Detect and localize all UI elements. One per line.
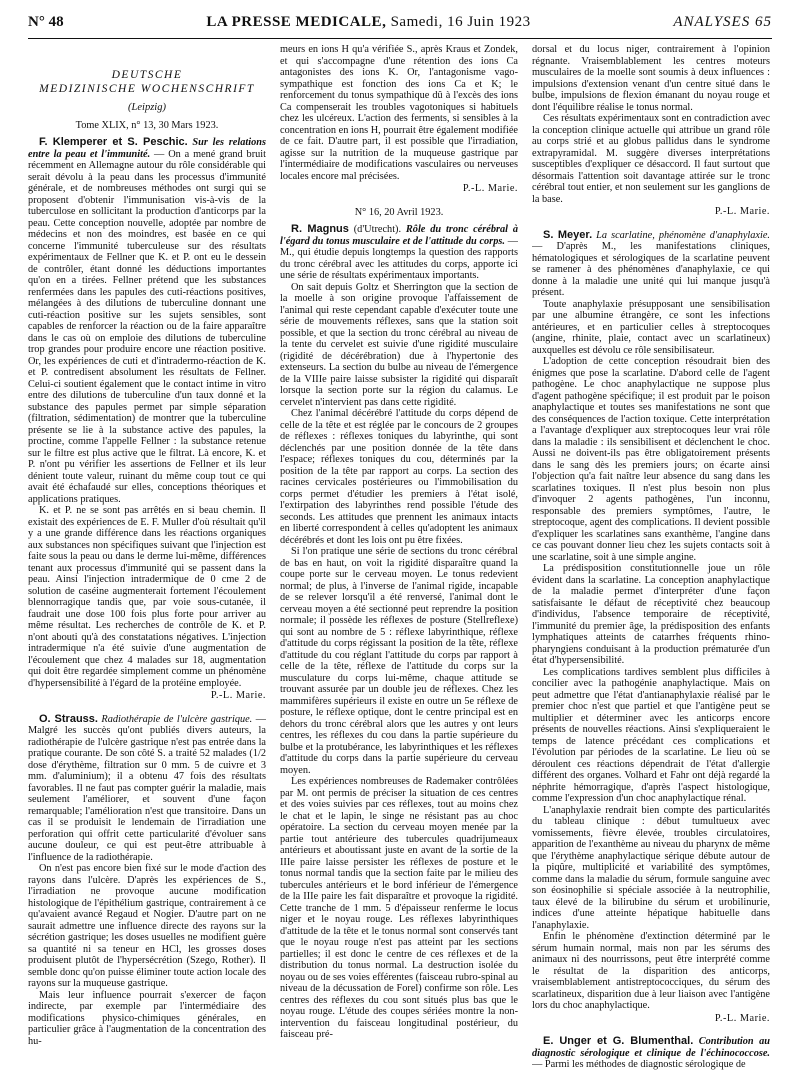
article-paragraph: La prédisposition constitutionnelle joue un rôle évident dans la scarlatine. La conception anaphylactique de la maladie permet d'interpréter d'une façon satisfaisante le défaut de réceptivité chez beaucoup d'individus, l'absence temporaire de réceptivité, l'immunité du premier âge, la prédisposition des enfants lymphatiques atteints de catarrhes fréquents rhino-pharyngiens conduisant à la production prématurée d'un état d'hypersensibilité. [532, 563, 770, 666]
issue-date: Samedi, 16 Juin 1923 [390, 14, 531, 30]
article-paragraph: dorsal et du locus niger, contrairement à l'opinion régnante. Vraisemblablement les centres moteurs musculaires de la moelle sont soumis à deux influences : impulsions d'extension venant d'un centre situé dans le bulbe, impulsions de flexion émanant du noyau rouge et dont l'équilibre réalise le tonus normal. [532, 44, 770, 113]
issue-line: N° 16, 20 Avril 1923. [354, 206, 444, 218]
article-paragraph: Ces résultats expérimentaux sont en contradiction avec la conception clinique actuelle qui attribue un grand rôle au corps strié et au globus pallidus dans le syndrome extrapyramidal. M. suggère diverses interprétations susceptibles d'expliquer ce désaccord. Il faut surtout que désormais l'attention soit davantage attirée sur le tronc cérébral tout entier, et non seulement sur les ganglions de la base. [532, 113, 770, 205]
article-paragraph: On sait depuis Goltz et Sherrington que la section de la moelle à son origine provoque l'affaissement de l'animal qui reste cependant capable d'exécuter toute une série de mouvements réflexes, sans que la station soit possible, et que la section du tronc cérébral au niveau de la tente du cervelet est suivie d'une rigidité musculaire (rigidité de décérébration) due à l'hypertonie des extenseurs. La section du bulbe au niveau de l'émergence de la VIIIe paire laisse subsister la rigidité qui disparaît lorsque la section porte sur la région du calamus. Le cervelet n'intervient pas dans cette rigidité. [280, 281, 518, 408]
column-1 [28, 44, 266, 1074]
journal-heading-line2: MEDIZINISCHE WOCHENSCHRIFT [39, 83, 255, 95]
column-2 [280, 44, 518, 1074]
section-and-page [673, 14, 772, 31]
article-author: F. Klemperer et S. Peschic. [39, 136, 188, 148]
article-paragraph: — D'après M., les manifestations cliniques, hématologiques et sérologiques de la scarlatine peuvent se ramener à des phénomènes d'anaphylaxie, ce qui donne à la maladie une unité qui lui manque jusqu'à présent. [532, 241, 770, 298]
column-3 [532, 44, 770, 1074]
article-author: E. Unger et G. Blumenthal. [543, 1035, 694, 1047]
issue-number: N° 48 [28, 14, 64, 30]
article-title: Contribution au diagnostic sérologique et clinique de l'échinococcose. [532, 1036, 770, 1059]
article-paragraph: On n'est pas encore bien fixé sur le mode d'action des rayons dans l'ulcère. D'après les expériences de S., l'irradiation ne provoque aucune modification histologique de l'épithélium gastrique, contrairement à ce qu'avaient avancé Regaud et Nogier. D'autre part on ne saurait admettre une influence directe des rayons sur la sécrétion gastrique; les doses usuelles ne modifient guère sa quantité ni sa teneur en HCl, les grosses doses produisent plutôt de l'hypersécrétion (Szego, Rother). Il semble donc qu'on puisse éliminer toute action locale des rayons sur la muqueuse gastrique. [28, 863, 266, 989]
signature: P.-L. Marie. [462, 183, 518, 194]
article-strauss [28, 714, 266, 864]
page-header [28, 14, 772, 39]
journal-city: (Leipzig) [128, 102, 166, 113]
article-paragraph: Si l'on pratique une série de sections du tronc cérébral de bas en haut, on voit la rigidité disparaître quand la coupe porte sur le cerveau moyen. Le tonus redevient normal; de plus, à l'inverse de l'animal rigide, incapable de se relever lorsqu'il a été renversé, l'animal dont le cerveau moyen a été sectionné peut reprendre la position normale; il possède les réflexes de posture (Stellreflexe) qui sont au nombre de 5 : réflexe labyrinthique, réflexe d'attitude du corps régissant la position de la tête, réflexe d'attitude du cou réglant l'attitude du corps par rapport à celle de la tête, réflexe de l'attitude du corps sur la musculature du corps lui-même, chaque attitude se trouvant assurée par un double jeu de réflexes. Chez les mammifères supérieurs il existe en outre un 5e réflexe de posture, le réflexe optique, dont le centre principal est en dehors du tronc cérébral alors que les autres y ont leurs centres, les réflexes du cou dans la partie supérieure du bulbe et la protubérance, les labyrinthiques et les réflexes d'attitude du corps dans la partie supérieure du cerveau moyen. [280, 546, 518, 776]
article-paragraph: Enfin le phénomène d'extinction déterminé par le sérum humain normal, mais non par les sérums des animaux ni des nourrissons, peut être interprété comme le résultat de la disparition des anticorps, vraisemblablement antistreptococciques, du sérum des scarlatineux, disparition due à leur liaison avec l'antigène lors du choc anaphylactique. [532, 931, 770, 1011]
article-paragraph: L'adoption de cette conception résoudrait bien des énigmes que pose la scarlatine. D'abord celle de l'agent pathogène. Le choc anaphylactique ne suppose plus d'agent pathogène spécifique; il est produit par le poison anaphylactique et toutes ses manifestations ne sont que des conséquences de l'action toxique. Cette interprétation a l'avantage d'expliquer aux streptocoques leur vrai rôle dans la maladie : ils sensibilisent et déclenchent le choc. Aussi ne doivent-ils pas être obligatoirement présents dans le sang dès les premiers jours; on écarte ainsi l'objection qu'a fait naître leur absence du sang dans les scarlatines toxiques. Il n'est plus besoin non plus d'invoquer 2 agents pathogènes, l'un inconnu, responsable des premiers symptômes, l'autre, le streptocoque, agent des complications. Il devient possible d'expliquer les scarlatines sans exanthème, l'angine dans ce cas pouvant donner lieu chez les sujets contacts soit à une scarlatine, soit à une simple angine. [532, 356, 770, 563]
article-paragraph: L'anaphylaxie rendrait bien compte des particularités du tableau clinique : début tumultueux avec vomissements, fièvre élevée, troubles circulatoires, apparition de l'exanthème au niveau du pharynx de même que l'érythème anaphylactique sérique débute autour de la piqûre, multiplicité et variabilité des symptômes, comme dans la maladie du sérum, formule sanguine avec son éosinophilie si spéciale associée à la neutrophilie, taux élevé de la bilirubine du sérum et urobilinurie, indices d'une atteinte hépatique habituelle dans l'anaphylaxie. [532, 804, 770, 931]
article-paragraph: — On a mené grand bruit récemment en Allemagne autour du rôle considérable qui serait dévolu à la peau dans les processus d'immunité générale, et de nombreuses méthodes ont surgi qui se proposent d'obtenir l'immunisation vis-à-vis de la tuberculose en sollicitant la production d'anticorps par la peau. Cette conception nouvelle, adoptée par nombre de médecins et non des moindres, est basée en ce qui concerne l'immunité tuberculeuse sur des résultats expérimentaux de Fellner que K. et P. ont eu le dessein de contrôler, étant donné les déductions importantes qu'on en a tirées. Fellner prétend que les substances renfermées dans les papules des cuti-réactions positives, mélangées à des dilutions de tuberculine donnant une cuti-réaction positive sur les sujets sensibles, sont capables de renforcer la réaction ou de la faire apparaître dans le cas où on emploie des dilutions de tuberculine trop grandes pour produire encore une réaction positive. Or, les expériences de cuti et d'intradermo-réaction de K. et P. contredisent absolument les résultats de Fellner. Celui-ci soutient également que le contact intime in vitro entre des dilutions de tuberculine d'un taux donné et la substance des papules permet par simple séparation (filtration, sédimentation) de montrer que la tuberculine présente se lie à la substance active des papules, la proctine, comme l'appelle Fellner : la substance retenue sur le filtre est plus active que le filtrat. Là encore, K. et P. n'ont pu vérifier les assertions de Fellner et ils leur dénient toute valeur, ruinant du même coup tout ce qui avait été échafaudé sur elles, conceptions théoriques et applications pratiques. [28, 148, 266, 505]
section-name: ANALYSES [673, 14, 751, 30]
article-author: S. Meyer. [543, 228, 593, 241]
article-magnus [280, 224, 518, 282]
article-paragraph: meurs en ions H qu'a vérifiée S., après Kraus et Zondek, et qui s'accompagne d'une rétention des ions Ca antagonistes des ions K. Or, l'antagonisme vago-sympathique est fonction des ions Ca et K; le renforcement du tonus sympathique dû à l'excès des ions Ca compenserait les troubles vagotoniques si habituels chez les ulcéreux. L'action des ferments, si sensibles à la concentration en ions H, pourrait être également modifiée de ce fait. D'autre part, il est possible que l'irradiation, agisse sur la nutrition de la muqueuse gastrique par l'intermédiaire de modifications vasculaires ou nerveuses locales encore mal précisées. [280, 44, 518, 182]
signature: P.-L. Marie. [714, 1012, 770, 1024]
signature: P.-L. Marie. [210, 690, 266, 701]
article-author: R. Magnus [291, 223, 349, 235]
masthead [206, 14, 530, 31]
article-title: Sur les relations entre la peau et l'immunité. [28, 137, 266, 160]
issue-line: Tome XLIX, n° 13, 30 Mars 1923. [75, 119, 219, 131]
article-title: Radiothérapie de l'ulcère gastrique. [101, 713, 253, 725]
article-paragraph: Les expériences nombreuses de Rademaker contrôlées par M. ont permis de préciser la situation de ces centres et des voies suivies par ces réflexes, tout au moins chez le chat et le lapin, le singe ne résistant pas au choc opératoire. La section du cerveau moyen menée par la partie tout antérieure des tubercules quadrijumeaux antérieurs et aboutissant juste en avant de la sortie de la IIIe paire laisse persister les réflexes de posture et le tonus normal tandis que la section faite par le milieu des tubercules antérieurs et le bord inférieur de l'émergence de la IIIe paire les fait disparaître et provoque la rigidité. Cette tranche de 1 mm. 5 d'épaisseur renferme le locus niger et le noyau rouge. Les réflexes labyrinthiques d'attitude de la tête et le tonus normal sont conservés tant que le noyau rouge n'est pas atteint par les sections partielles; il est donc le centre de ces réflexes et de la distribution du tonus normal. La destruction isolée du noyau ou de ses voies efférentes (faisceau rubro-spinal au niveau de la décussation de Forel) confirme son rôle. Les centres des réflexes du cou sont situés plus bas que le noyau rouge. L'étude des coupes sériées montre la non-intervention du faisceau longitudinal postérieur, du faisceau pré- [280, 776, 518, 1040]
article-author: O. Strauss. [39, 712, 98, 725]
journal-heading-line1: DEUTSCHE [111, 69, 183, 81]
article-paragraph: K. et P. ne se sont pas arrêtés en si beau chemin. Il existait des expériences de E. F. Muller d'où résultait qu'il y a une grande différence dans les réactions organiques aux substances non spécifiques suivant que l'injection est faite sous la peau ou dans le derme lui-même, différences tenant aux processus d'immunité qui se passent dans la peau. Ainsi l'injection intradermique de 0 cme 2 de solution de caséine augmenterait fortement l'écoulement blennorragique tandis que, par voie sous-cutanée, il faudrait une dose 100 fois plus forte pour arriver au même résultat. Les recherches de contrôle de K. et P. n'ont abouti qu'à des constatations négatives. L'injection intradermique n'a été suivie d'une augmentation de l'écoulement que chez 4 malades sur 18, augmentation qui doit être regardée simplement comme un phénomène d'hypersensibilité à l'égard de la protéine employée. [28, 505, 266, 689]
text-columns [28, 44, 772, 1074]
article-paragraph: Mais leur influence pourrait s'exercer de façon indirecte, par exemple par l'intermédiaire des modifications physico-chimiques générales, en particulier grâce à l'augmentation de la concentration des hu- [28, 989, 266, 1047]
article-title: Rôle du tronc cérébral à l'égard du tonus musculaire et de l'attitude du corps. [280, 224, 518, 247]
article-paragraph: Chez l'animal décérébré l'attitude du corps dépend de celle de la tête et est réglée par le concours de 2 groupes de réflexes : réflexes toniques du labyrinthe, qui sont déclenchés par une position donnée de la tête dans l'espace; réflexes toniques du cou, déterminés par la position de la tête par rapport au corps. La section des racines cervicales postérieures ou l'immobilisation du corps permet d'étudier les premiers à l'état isolé, l'extirpation des labyrinthes rend possible l'étude des seconds. Les attitudes que prennent les animaux intacts en liberté correspondent à celles qu'adoptent les animaux décérébrés et dont les lois ont pu être fixées. [280, 408, 518, 546]
article-affiliation: (d'Utrecht). [353, 224, 402, 235]
article-unger [532, 1036, 770, 1071]
journal-name: LA PRESSE MEDICALE, [206, 14, 387, 30]
article-title: La scarlatine, phénomène d'anaphylaxie. [596, 229, 770, 241]
journal-heading [28, 68, 266, 96]
article-paragraph: — Malgré les succès qu'ont publiés divers auteurs, la radiothérapie de l'ulcère gastrique n'est pas entrée dans la pratique courante. De son côté S. a traité 52 malades (1/2 dose d'érythème, filtration sur 0 mm. 5 de cuivre et 3 mm. d'aluminium); il a obtenu 47 fois des résultats favorables. Il ne faut pas compter guérir la maladie, mais seulement l'améliorer, et souvent d'une façon remarquable; l'amélioration n'est que transitoire. Dans un cas il se produisit le lendemain de l'irradiation une perforation qui offrit cette particularité d'évoluer sans aucune douleur, ce qui est peut-être attribuable à l'influence de la radiothérapie. [28, 713, 266, 863]
article-paragraph: Les complications tardives semblent plus difficiles à concilier avec la pathogénie anaphylactique. Mais on peut admettre que l'état d'antianaphylaxie réalisé par le premier choc n'est que partiel et que l'antigène peut se multiplier et déterminer avec les anticorps encore présents de nouvelles réactions. Ainsi s'expliqueraient le temps de latence précédant ces complications et l'évolution par périodes de la scarlatine. Le lieu où se déroulent ces réactions dépendrait de l'état d'allergie différent des organes. Volhard et Fahr ont déjà regardé la néphrite hémorragique, d'après l'aspect histologique, comme l'expression d'un choc anaphylactique rénal. [532, 666, 770, 804]
article-klemperer [28, 137, 266, 505]
article-paragraph: — Parmi les méthodes de diagnostic sérologique de [532, 1059, 746, 1070]
article-paragraph: — M., qui étudie depuis longtemps la question des rapports du tronc cérébral avec les attitudes du corps, apporte ici une série de résultats expérimentaux importants. [280, 235, 518, 281]
page-number: 65 [754, 14, 772, 30]
signature: P.-L. Marie. [714, 206, 770, 217]
article-meyer [532, 230, 770, 299]
article-paragraph: Toute anaphylaxie présupposant une sensibilisation par une albumine étrangère, ce sont les infections antérieures, et en particulier celles à streptocoques (angine, rhinite, plaie, contact avec un scarlatineux) auxquelles est dévolu ce rôle sensibilisateur. [532, 298, 770, 356]
